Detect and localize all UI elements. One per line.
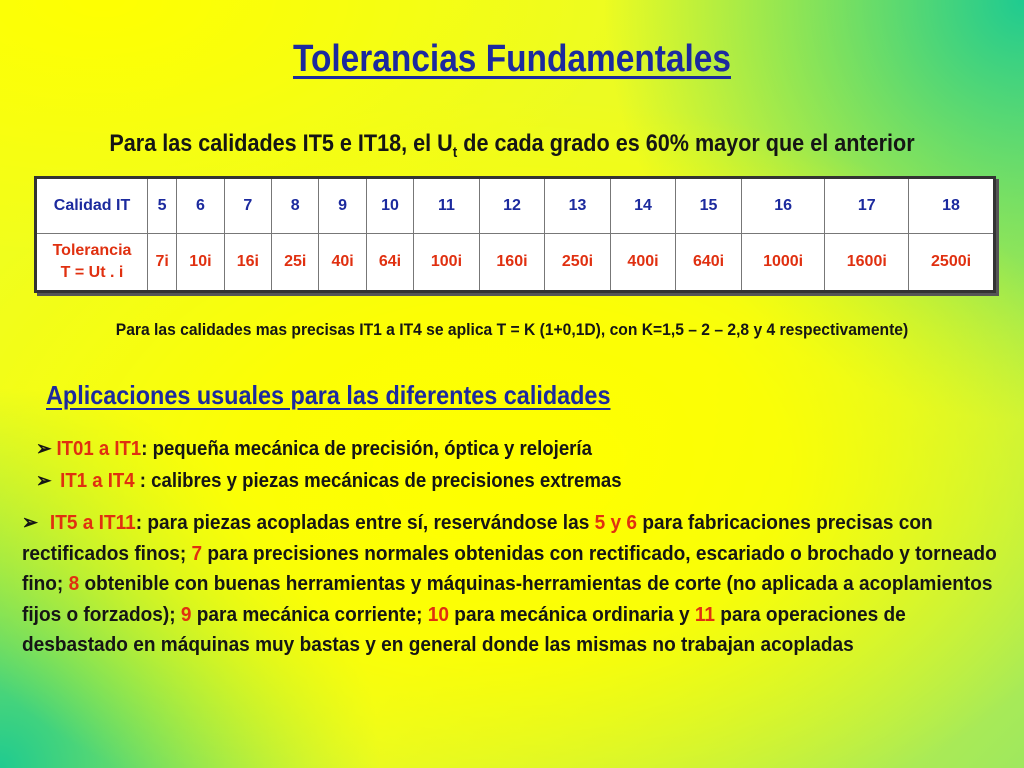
applications-heading: Aplicaciones usuales para las diferentes calidades (46, 380, 611, 410)
arrow-bullet-icon: ➢ (36, 470, 52, 492)
paragraph-grade-10: 10 (427, 602, 450, 626)
subtitle (51, 130, 973, 161)
paragraph-text-2: para fabricaciones precisas con rectificados finos; (22, 511, 933, 565)
paragraph-text-3: para precisiones normales obtenidas con rectificado, escariado o brochado y torneado fino; (22, 541, 997, 595)
tolerance-cell: 10i (177, 234, 224, 292)
bullet-range: IT1 a IT4 (60, 470, 135, 492)
paragraph-grade-7: 7 (191, 541, 203, 565)
tolerance-cell: 250i (545, 234, 611, 292)
paragraph-text-5: para mecánica corriente; (191, 602, 428, 626)
bullet-text: : pequeña mecánica de precisión, óptica y relojería (141, 438, 592, 460)
tolerance-cell: 400i (610, 234, 676, 292)
tolerance-cell: 2500i (909, 234, 995, 292)
tolerance-cell: 16i (224, 234, 271, 292)
paragraph-grade-8: 8 (68, 572, 80, 595)
paragraph-text-6: para mecánica ordinaria y (449, 602, 695, 626)
tolerance-cell: 40i (319, 234, 366, 292)
grade-cell: 10 (366, 178, 413, 234)
tolerance-cell: 25i (272, 234, 319, 292)
row-header-tolerancia-line2: T = Ut . i (60, 264, 124, 281)
paragraph-text-7: para operaciones de desbastado en máquinas muy bastas y en general donde las mismas no trabajan acopladas (22, 602, 906, 656)
bullet-range: IT01 a IT1 (56, 438, 142, 460)
grade-cell: 13 (545, 178, 611, 234)
paragraph-grade-11: 11 (694, 602, 716, 626)
grade-cell: 16 (741, 178, 825, 234)
row-header-tolerancia-line1: Tolerancia (52, 242, 132, 259)
grade-cell: 12 (479, 178, 545, 234)
table-row-tolerances (36, 234, 995, 292)
tolerance-table (34, 176, 996, 293)
page-title: Tolerancias Fundamentales (293, 38, 731, 80)
paragraph-text-1: : para piezas acopladas entre sí, reservándose las (135, 511, 595, 534)
row-header-tolerancia (36, 234, 148, 292)
bullet-it5-it11-paragraph (22, 508, 1008, 661)
formula-note: Para las calidades mas precisas IT1 a IT4 se aplica T = K (1+0,1D), con K=1,5 – 2 – 2,8 y 4 respectivamente) (115, 320, 909, 339)
grade-cell: 18 (909, 178, 995, 234)
table-row-grades (36, 178, 995, 234)
grade-cell: 17 (825, 178, 909, 234)
tolerance-cell: 7i (148, 234, 177, 292)
grade-cell: 9 (319, 178, 366, 234)
grade-cell: 7 (224, 178, 271, 234)
row-header-calidad: Calidad IT (36, 178, 148, 234)
tolerance-cell: 64i (366, 234, 413, 292)
tolerance-cell: 1600i (825, 234, 909, 292)
bullet-it1-it4 (36, 468, 622, 493)
arrow-bullet-icon: ➢ (36, 438, 52, 460)
tolerance-cell: 1000i (741, 234, 825, 292)
subtitle-subscript: t (452, 143, 458, 161)
grade-cell: 14 (610, 178, 676, 234)
tolerance-cell: 160i (479, 234, 545, 292)
grade-cell: 11 (414, 178, 480, 234)
grade-cell: 8 (272, 178, 319, 234)
arrow-bullet-icon: ➢ (22, 511, 38, 534)
paragraph-grade-9: 9 (180, 602, 192, 626)
grade-cell: 6 (177, 178, 224, 234)
tolerance-cell: 100i (414, 234, 480, 292)
subtitle-text-before: Para las calidades IT5 e IT18, el U (109, 130, 453, 157)
grade-cell: 15 (676, 178, 742, 234)
bullet-it01-it1 (36, 436, 592, 461)
subtitle-text-after: de cada grado es 60% mayor que el anterior (457, 130, 915, 157)
grade-cell: 5 (148, 178, 177, 234)
paragraph-grade-5-6: 5 y 6 (594, 511, 638, 534)
paragraph-range: IT5 a IT11 (49, 511, 136, 534)
bullet-text: : calibres y piezas mecánicas de precisiones extremas (134, 470, 622, 492)
tolerance-cell: 640i (676, 234, 742, 292)
paragraph-text-4: obtenible con buenas herramientas y máquinas-herramientas de corte (no aplicada a acoplamientos fijos o forzados); (22, 572, 993, 626)
